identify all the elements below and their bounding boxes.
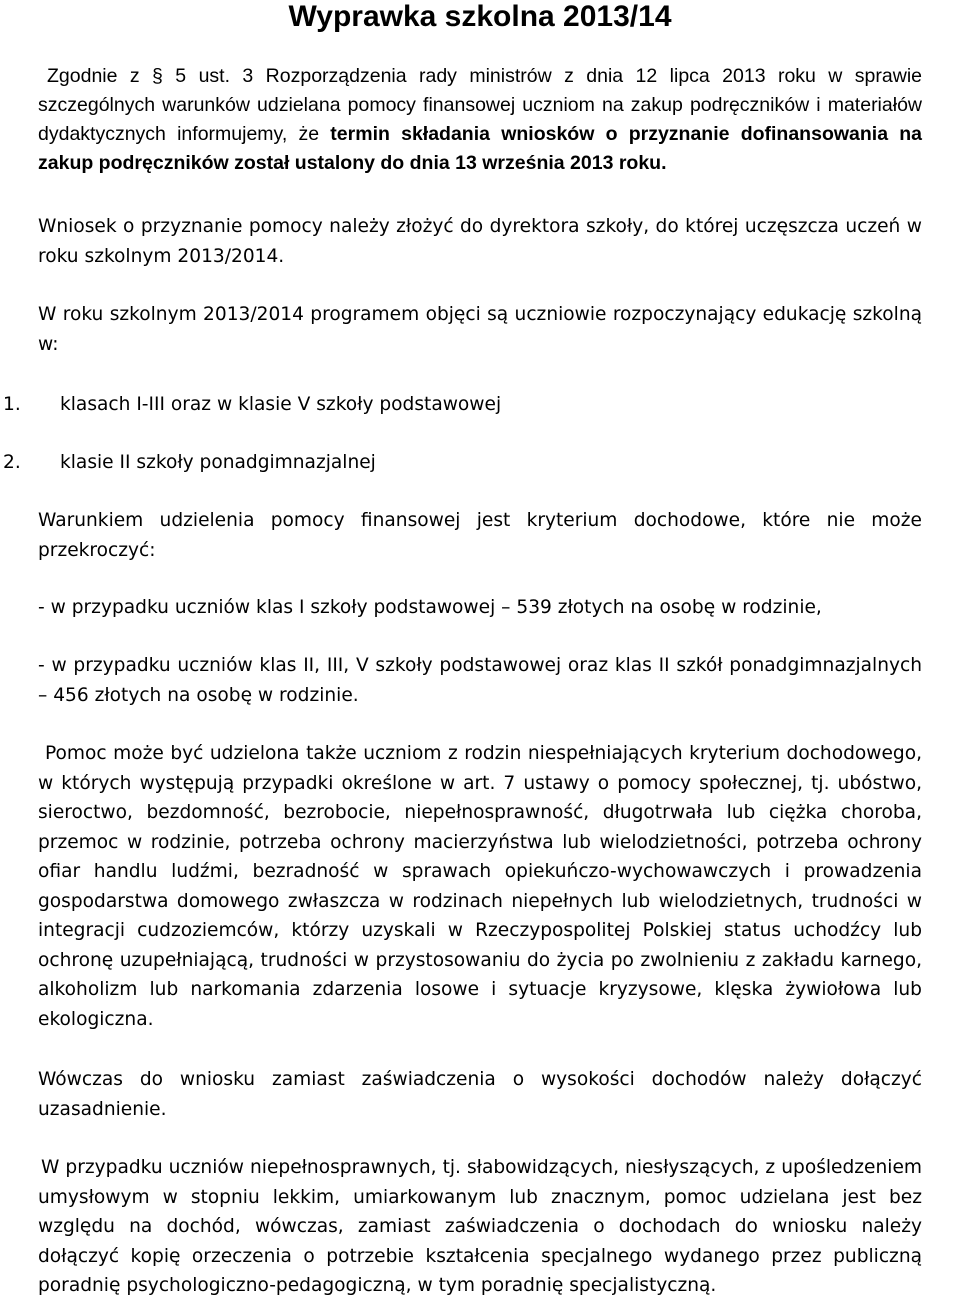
paragraph-wowczas: Wówczas do wniosku zamiast zaświadczenia o wysokości dochodów należy dołączyć uzasadnienie. bbox=[38, 1069, 922, 1120]
paragraph-program: W roku szkolnym 2013/2014 programem objęci są uczniowie rozpoczynający edukację szkolną w: bbox=[38, 304, 922, 355]
list-item-text: klasach I-III oraz w klasie V szkoły podstawowej bbox=[60, 394, 502, 415]
paragraph-warunek: Warunkiem udzielenia pomocy finansowej jest kryterium dochodowe, które nie może przekroczyć: bbox=[38, 510, 922, 561]
paragraph-wniosek: Wniosek o przyznanie pomocy należy złożyć do dyrektora szkoły, do której uczęszcza uczeń w roku szkolnym 2013/2014. bbox=[38, 216, 922, 267]
document-title: Wyprawka szkolna 2013/14 bbox=[288, 0, 672, 33]
paragraph-pomoc: Pomoc może być udzielona także uczniom z rodzin niespełniających kryterium dochodowego, w których występują przypadki określone w art. 7 ustawy o pomocy społecznej, tj. ubóstwo, sieroctwo, bezdomność, bezrobocie, niepełnosprawność, długotrwała lub ciężka choroba, przemoc w rodzinie, potrzeba ochrony macierzyństwa lub wielodzietności, potrzeba ochrony ofiar handlu ludźmi, bezradność w sprawach opiekuńczo-wychowawczych i prowadzenia gospodarstwa domowego zwłaszcza w rodzinach niepełnych lub wielodzietnych, trudności w integracji cudzoziemców, którzy uzyskali w Rzeczypospolitej Polskiej status uchodźcy lub ochronę uzupełniającą, trudności w przystosowaniu do życia po zwolnieniu z zakładu karnego, alkoholizm lub narkomania zdarzenia losowe i sytuacje kryzysowe, klęska żywiołowa lub ekologiczna. bbox=[38, 743, 922, 1030]
list-item-text: klasie II szkoły ponadgimnazjalnej bbox=[60, 452, 376, 473]
list-item-number: 1. bbox=[3, 394, 21, 415]
intro-deadline-bold: termin składania wniosków o przyznanie dofinansowania na zakup podręczników został ustalony do dnia 13 września 2013 roku. bbox=[38, 123, 923, 174]
paragraph-niepelnosprawni: W przypadku uczniów niepełnosprawnych, tj. słabowidzących, niesłyszących, z upośledzeniem umysłowym w stopniu lekkim, umiarkowanym lub znacznym, pomoc udzielana jest bez względu na dochód, wówczas, zamiast zaświadczenia o dochodach do wniosku należy dołączyć kopię orzeczenia o potrzebie kształcenia specjalnego wydanego przez publiczną poradnię psychologiczno-pedagogiczną, w tym poradnię specjalistyczną. bbox=[38, 1157, 922, 1296]
intro-text: Zgodnie z § 5 ust. 3 Rozporządzenia rady ministrów z dnia 12 lipca 2013 roku w sprawie szczególnych warunków udzielana pomocy finansowej uczniom na zakup podręczników i materiałów dydaktycznych informujemy, że bbox=[38, 65, 922, 145]
paragraph-klasa-i: - w przypadku uczniów klas I szkoły podstawowej – 539 złotych na osobę w rodzinie, bbox=[38, 597, 822, 618]
list-item bbox=[3, 390, 501, 419]
intro-paragraph bbox=[38, 62, 922, 178]
paragraph-klasy-inne: - w przypadku uczniów klas II, III, V szkoły podstawowej oraz klas II szkół ponadgimnazjalnych – 456 złotych na osobę w rodzinie. bbox=[38, 655, 922, 706]
list-item-number: 2. bbox=[3, 452, 21, 473]
list-item bbox=[3, 448, 376, 477]
